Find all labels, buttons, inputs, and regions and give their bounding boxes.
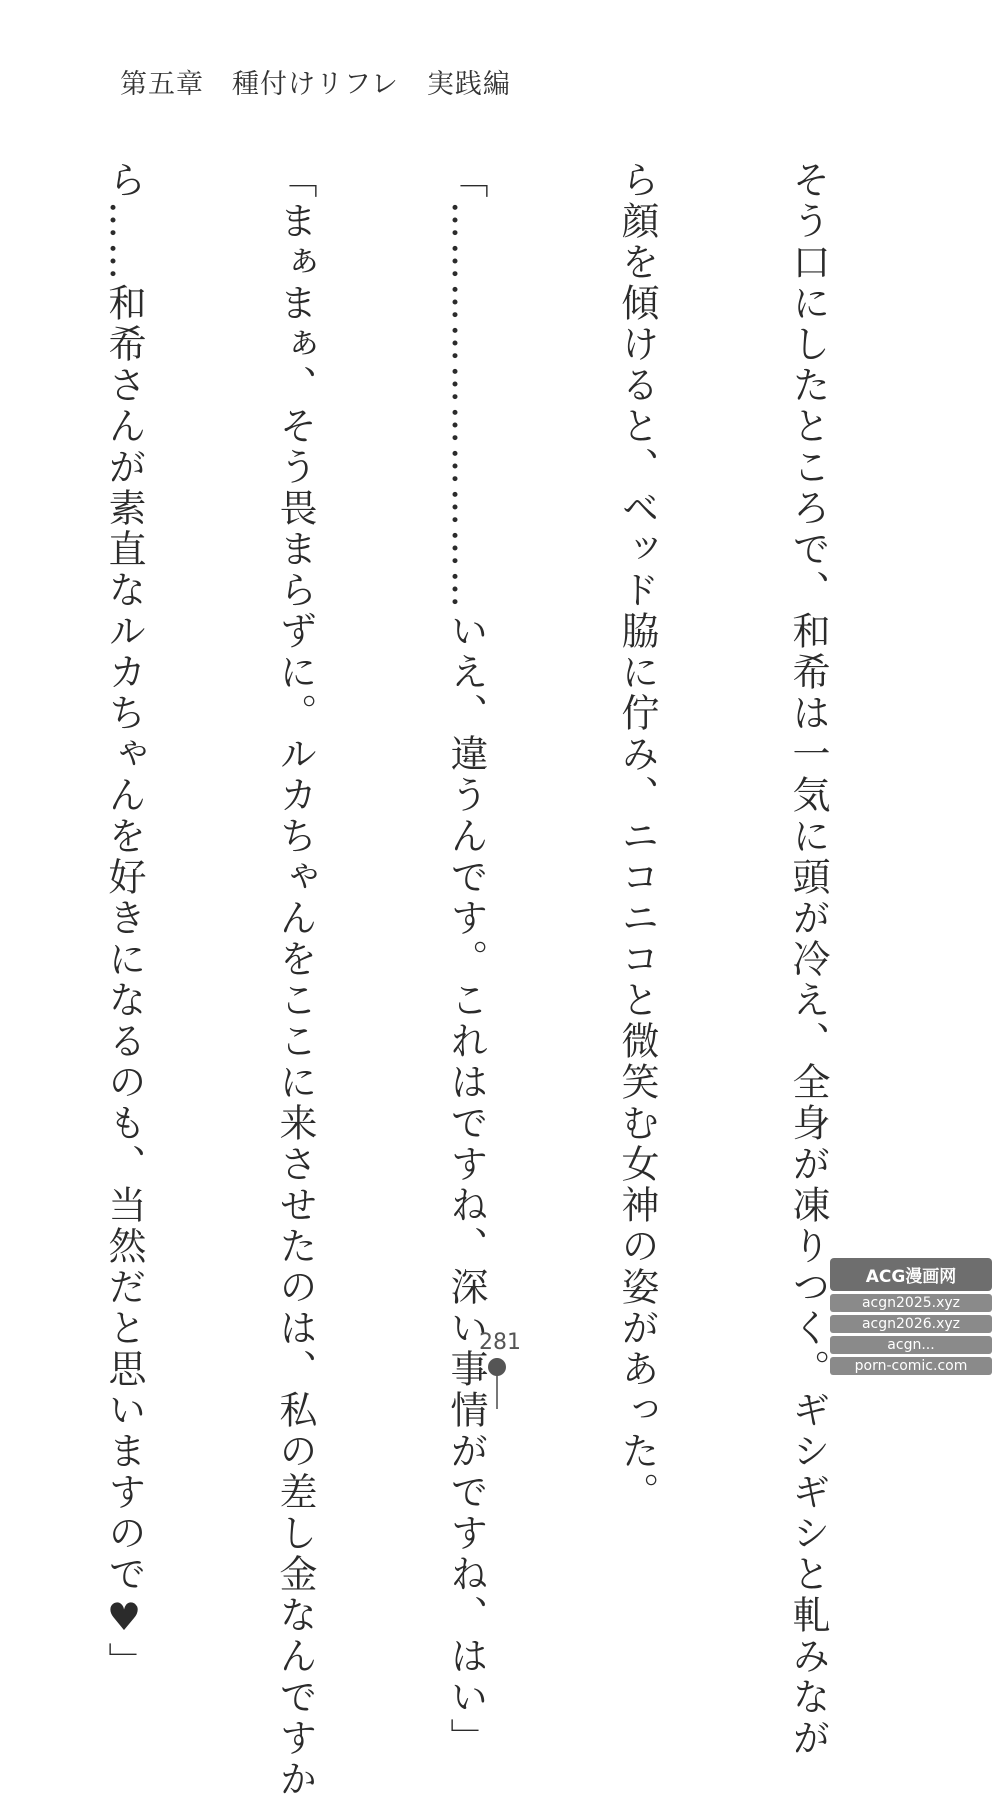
body-line: そう口にしたところで、和希は一気に頭が冷え、全身が凍りつく。ギシギシと軋みなが: [786, 160, 830, 1759]
watermark-url: porn-comic.com: [830, 1357, 992, 1375]
body-line: ら顔を傾けると、ベッド脇に佇み、ニコニコと微笑む女神の姿があった。: [615, 160, 659, 1513]
body-line: ら……和希さんが素直なルカちゃんを好きになるのも、当然だと思いますので♥」: [102, 160, 146, 1683]
page-number: 281: [479, 1330, 521, 1355]
watermark-url: acgn2025.xyz: [830, 1294, 992, 1312]
watermark-url: acgn2026.xyz: [830, 1315, 992, 1333]
watermark-url: acgn...: [830, 1336, 992, 1354]
body-line: 「…………………………いえ、違うんです。これはですね、深い事情がですね、はい」: [444, 160, 488, 1759]
watermark: [830, 1258, 992, 1375]
watermark-logo: ACG漫画网: [830, 1258, 992, 1291]
page-tab-dot: [488, 1358, 506, 1376]
running-header: 第五章 種付けリフレ 実践編: [120, 69, 511, 100]
body-line: 「まぁまぁ、そう畏まらずに。ルカちゃんをここに来させたのは、私の差し金なんですか: [273, 160, 317, 1800]
